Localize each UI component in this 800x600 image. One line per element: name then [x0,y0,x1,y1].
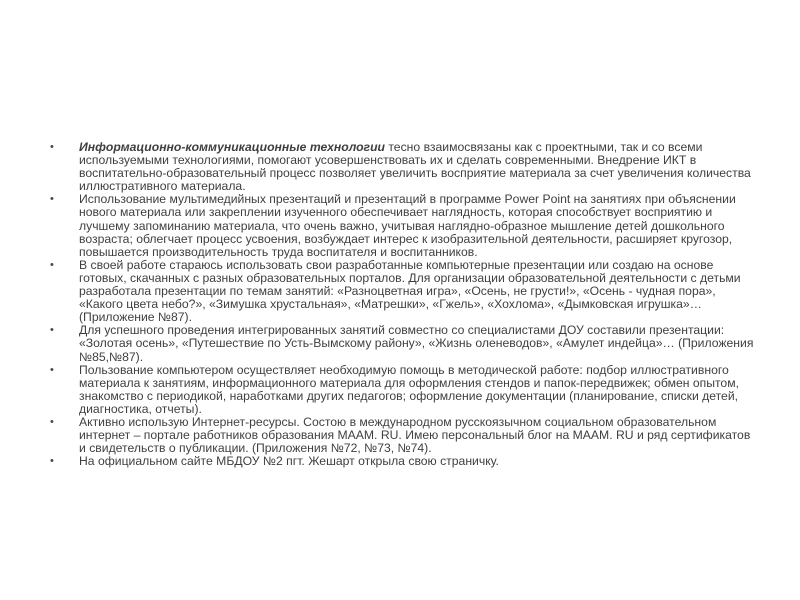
list-item [48,416,754,455]
paragraph-text: Использование мультимедийных презентаций и презентаций в программе Power Point на занятиях при объяснении нового материала или закреплении изученного обеспечивает наглядность, которая способствует восприятию и лучшему запоминанию материала, что очень важно, учитывая наглядно-образное мышление детей дошкольного возраста; облегчает процесс усвоения, возбуждает интерес к изобразительной деятельности, расширяет кругозор, повышается производительность труда воспитателя и воспитанников. [79,192,736,259]
paragraph-text: Пользование компьютером осуществляет необходимую помощь в методической работе: подбор иллюстративного материала к занятиям, информационного материала для оформления стендов и папок-передвижек; обмен опытом, знакомство с периодикой, наработками других педагогов; оформление документации (планирование, списки детей, диагностика, отчеты). [79,362,739,416]
paragraph-text: На официальном сайте МБДОУ №2 пгт. Жешарт открыла свою страничку. [79,454,499,469]
bullet-icon: • [50,193,54,206]
bullet-icon: • [50,258,54,271]
list-item [48,364,754,416]
bullet-icon: • [50,363,54,376]
bullet-icon: • [50,324,54,337]
list-item [48,324,754,363]
list-item [48,259,754,324]
bullet-icon: • [50,141,54,153]
list-item [48,455,754,468]
bullet-list [48,141,754,468]
bullet-icon: • [50,415,54,428]
bullet-icon: • [50,455,54,468]
paragraph-text: В своей работе стараюсь использовать свои разработанные компьютерные презентации или создаю на основе готовых, скачанных с разных образовательных порталов. Для организации образовательной деятельности с детьми разработала презентации по темам занятий: «Разноцветная игра», «Осень, не грусти!», «Осень - чудная пора», «Какого цвета небо?», «Зимушка хрустальная», «Матрешки», «Гжель», «Хохлома», «Дымковская игрушка»… (Приложение №87). [79,257,741,325]
paragraph-text: тесно взаимосвязаны как с проектными, так и со всеми используемыми технологиями, помогают усовершенствовать их и сделать современными. Внедрение ИКТ в воспитательно-образовательный процесс позволяет увеличить восприятие материала за счет увеличения количества иллюстративного материала. [79,140,751,194]
paragraph-text: Для успешного проведения интегрированных занятий совместно со специалистами ДОУ составили презентации: «Золотая осень», «Путешествие по Усть-Вымскому району», «Жизнь оленеводов», «Амулет индейца»… (Приложения №85,№87). [79,323,754,364]
emphasized-term: Информационно-коммуникационные технологии [79,140,385,154]
paragraph-text: Активно использую Интернет-ресурсы. Состою в международном русскоязычном социальном образовательном интернет – портале работников образования МААМ. RU. Имею персональный блог на МААМ. RU и ряд сертификатов и свидетельств о публикации. (Приложения №72, №73, №74). [79,414,751,456]
slide-body [48,141,754,468]
list-item [48,141,754,193]
list-item [48,193,754,258]
